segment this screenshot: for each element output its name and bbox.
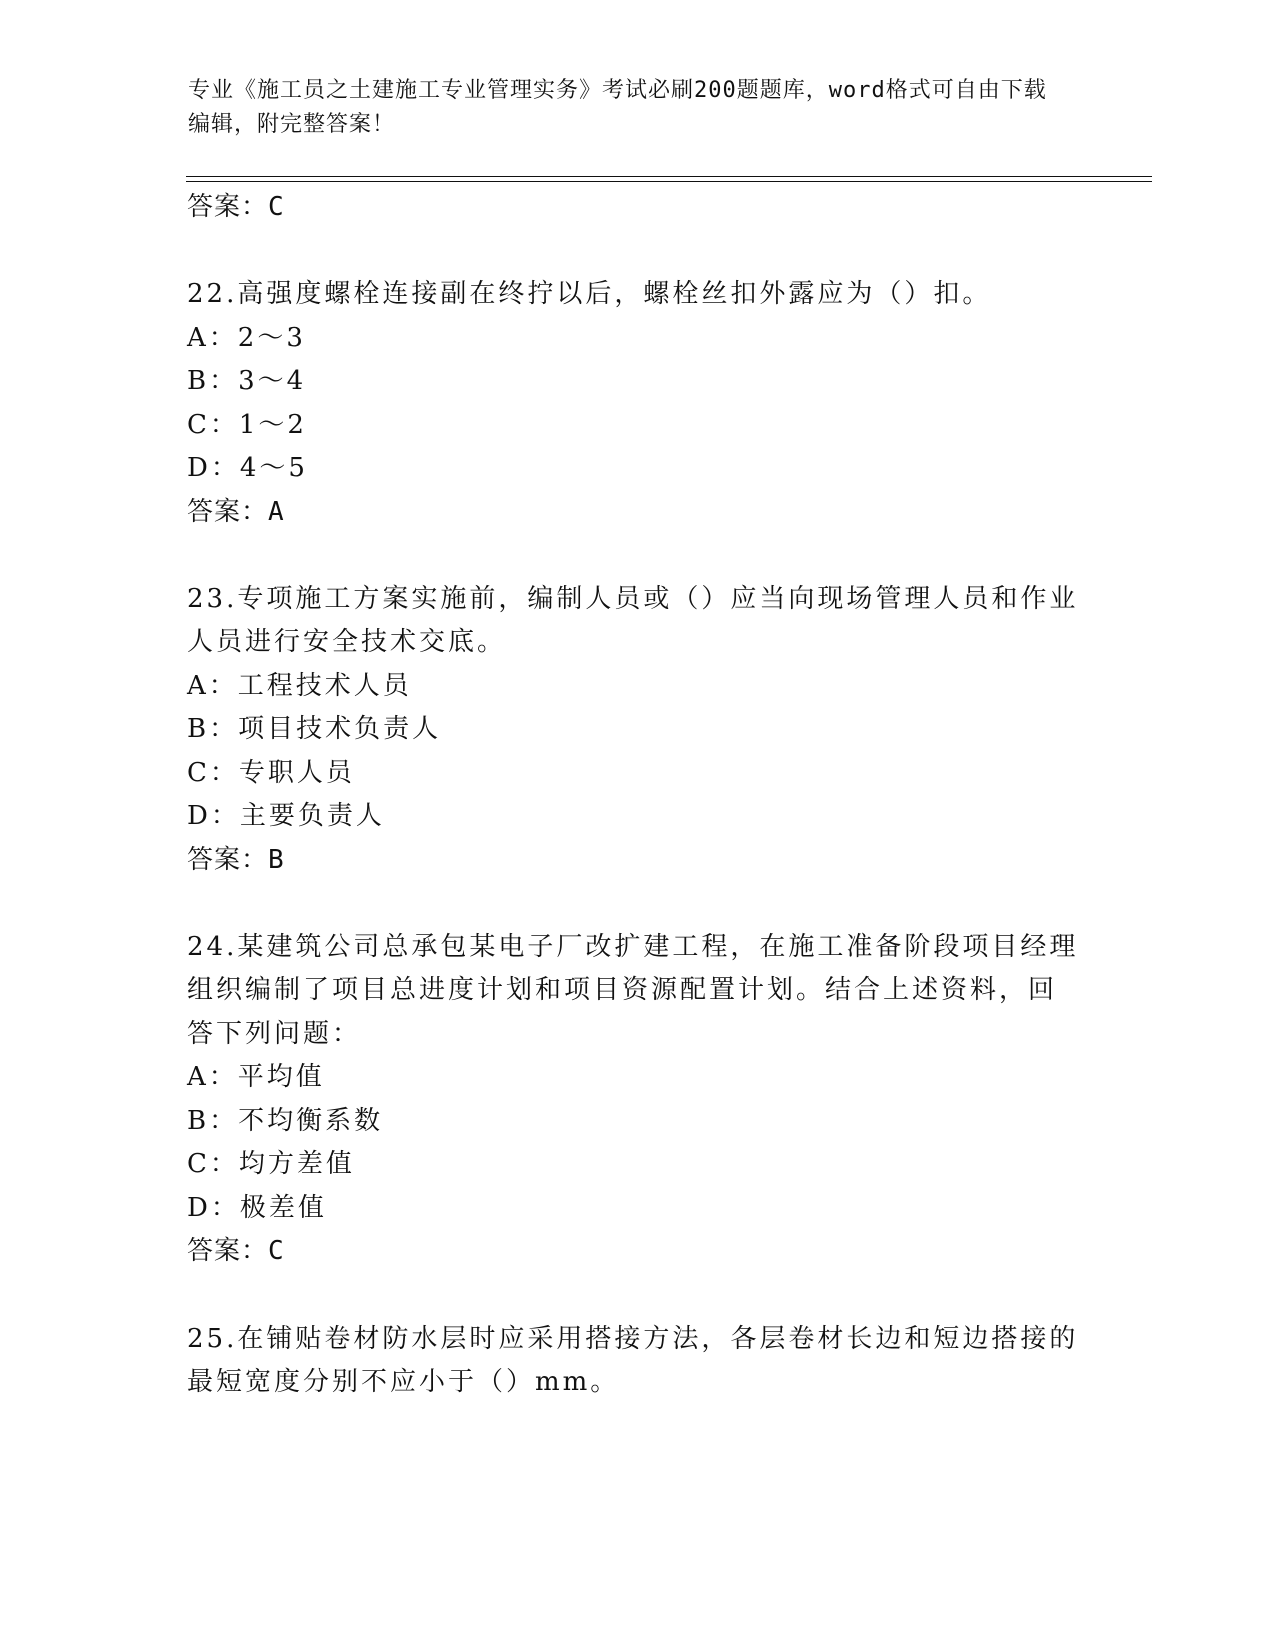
option-23-c: C：专职人员 xyxy=(187,758,355,788)
question-25-line2: 最短宽度分别不应小于（）mm。 xyxy=(187,1367,620,1397)
option-23-d: D：主要负责人 xyxy=(187,801,385,831)
question-23-line1: 23.专项施工方案实施前，编制人员或（）应当向现场管理人员和作业 xyxy=(187,584,1079,614)
option-22-c: C：1～2 xyxy=(187,410,307,440)
question-24-line1: 24.某建筑公司总承包某电子厂改扩建工程，在施工准备阶段项目经理 xyxy=(187,932,1079,962)
question-24-line2: 组织编制了项目总进度计划和项目资源配置计划。结合上述资料，回 xyxy=(187,975,1058,1005)
answer-23: 答案：B xyxy=(187,845,285,875)
answer-24: 答案：C xyxy=(187,1236,285,1266)
answer-22: 答案：A xyxy=(187,497,285,527)
question-22: 22.高强度螺栓连接副在终拧以后，螺栓丝扣外露应为（）扣。 xyxy=(187,279,992,309)
option-23-a: A：工程技术人员 xyxy=(187,671,412,701)
option-24-d: D：极差值 xyxy=(187,1193,327,1223)
option-24-c: C：均方差值 xyxy=(187,1149,355,1179)
header-divider-bottom xyxy=(186,181,1152,182)
option-23-b: B：项目技术负责人 xyxy=(187,714,442,744)
document-header: 专业《施工员之土建施工专业管理实务》考试必刷200题题库，word格式可自由下载编辑，附完整答案！ xyxy=(188,78,1047,137)
question-24-line3: 答下列问题： xyxy=(187,1019,362,1049)
question-25-line1: 25.在铺贴卷材防水层时应采用搭接方法，各层卷材长边和短边搭接的 xyxy=(187,1324,1079,1354)
question-23-line2: 人员进行安全技术交底。 xyxy=(187,627,507,657)
option-22-b: B：3～4 xyxy=(187,366,307,396)
answer-21: 答案：C xyxy=(187,192,285,222)
option-24-a: A：平均值 xyxy=(187,1062,325,1092)
option-22-a: A：2～3 xyxy=(187,323,306,353)
option-24-b: B：不均衡系数 xyxy=(187,1106,384,1136)
option-22-d: D：4～5 xyxy=(187,453,308,483)
header-divider-top xyxy=(186,176,1152,177)
